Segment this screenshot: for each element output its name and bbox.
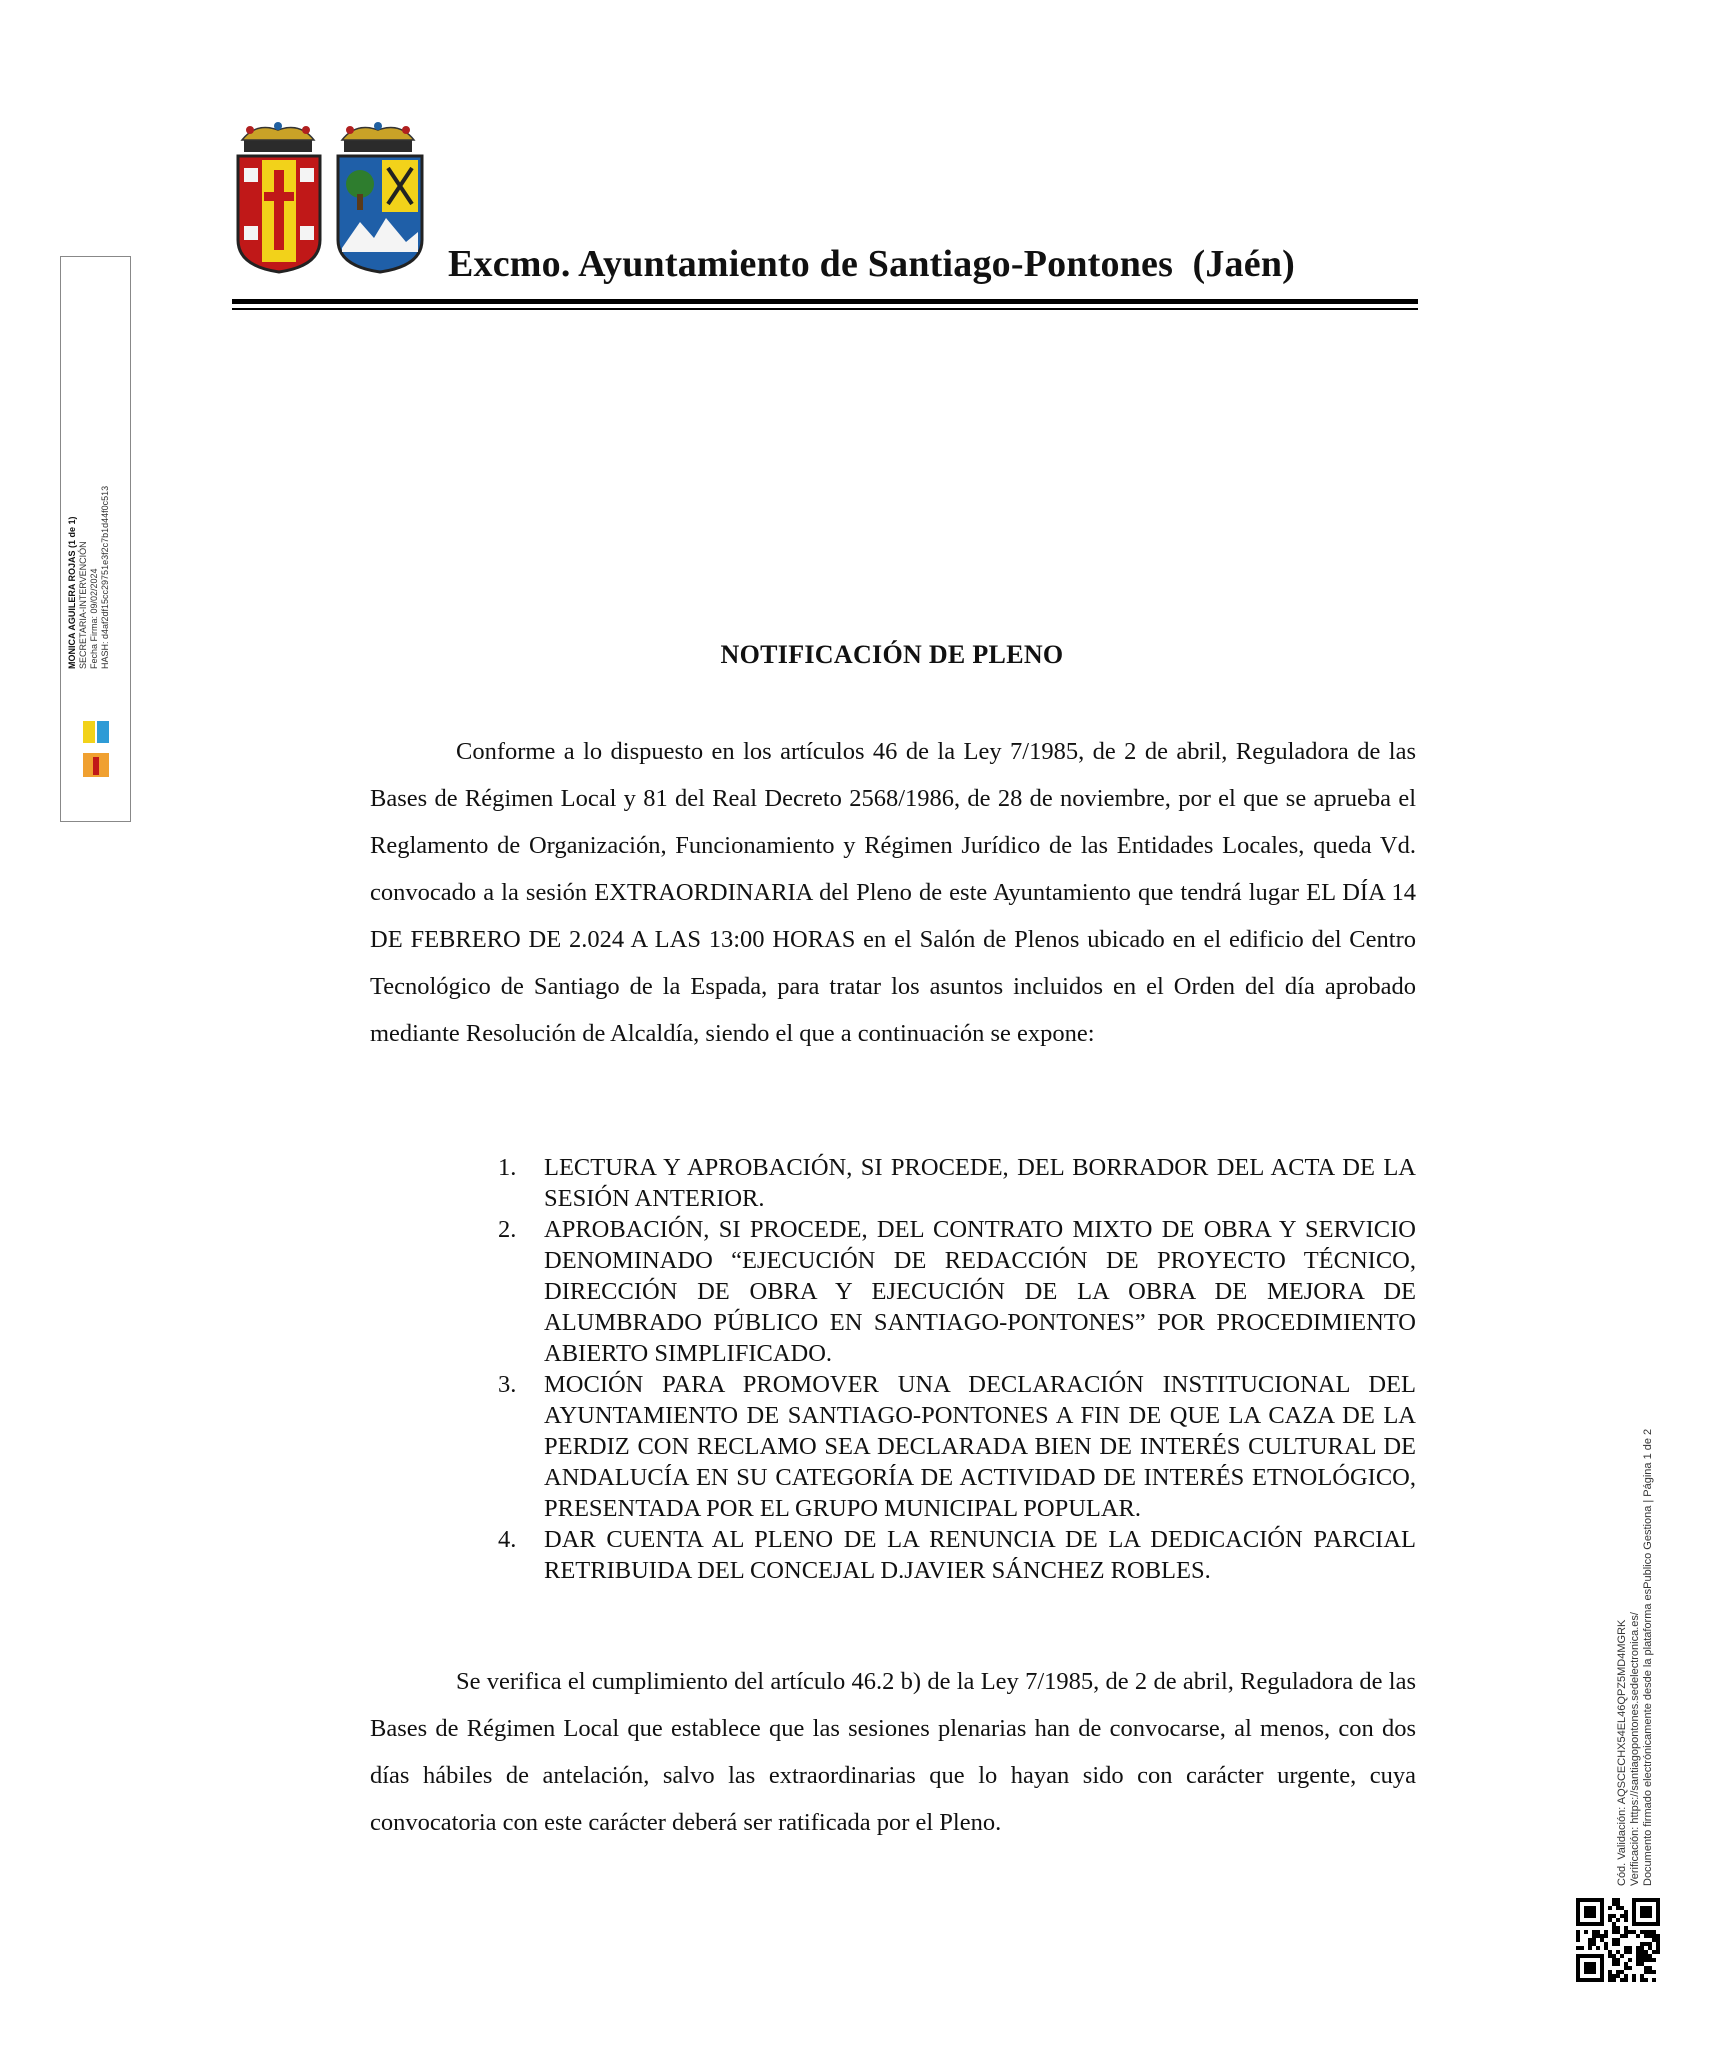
coats-of-arms-logo bbox=[236, 122, 426, 280]
agenda-item bbox=[498, 1369, 1416, 1524]
agenda-item-text: LECTURA Y APROBACIÓN, SI PROCEDE, DEL BORRADOR DEL ACTA DE LA SESIÓN ANTERIOR. bbox=[544, 1154, 1416, 1212]
signature-hash: HASH: d4af2df15cc29751e3f2c7b1d44f0c513 bbox=[100, 485, 110, 669]
seal-icon bbox=[81, 719, 111, 781]
verification-url[interactable]: Verificación: https://santiagopontones.sedelectronica.es/ bbox=[1629, 1612, 1641, 1886]
agenda-item-text: DAR CUENTA AL PLENO DE LA RENUNCIA DE LA DEDICACIÓN PARCIAL RETRIBUIDA DEL CONCEJAL D.JAVIER SÁNCHEZ ROBLES. bbox=[544, 1526, 1416, 1584]
validation-code: Cód. Validación: AQSCECHX54EL46QPZ5MD4MGRK bbox=[1616, 1619, 1628, 1886]
agenda-item-number: 3. bbox=[498, 1371, 517, 1398]
agenda-item-number: 4. bbox=[498, 1526, 517, 1553]
agenda-item bbox=[498, 1152, 1416, 1214]
header-title: Excmo. Ayuntamiento de Santiago-Pontones (Jaén) bbox=[448, 243, 1296, 285]
agenda-item bbox=[498, 1524, 1416, 1586]
crown-icon bbox=[342, 122, 414, 152]
signature-date: Fecha Firma: 09/02/2024 bbox=[89, 568, 99, 669]
verification-text bbox=[1616, 1429, 1655, 1886]
closing-paragraph: Se verifica el cumplimiento del artículo 46.2 b) de la Ley 7/1985, de 2 de abril, Reguladora de las Bases de Régimen Local que establece que las sesiones plenarias han de convocarse, al menos, con dos días hábiles de antelación, salvo las extraordinarias que lo hayan sido con carácter urgente, cuya convocatoria con este carácter deberá ser ratificada por el Pleno. bbox=[370, 1668, 1416, 1836]
agenda-item-text: MOCIÓN PARA PROMOVER UNA DECLARACIÓN INSTITUCIONAL DEL AYUNTAMIENTO DE SANTIAGO-PONTONES A FIN DE QUE LA CAZA DE LA PERDIZ CON RECLAMO SEA DECLARADA BIEN DE INTERÉS CULTURAL DE ANDALUCÍA EN SU CATEGORÍA DE ACTIVIDAD DE INTERÉS ETNOLÓGICO, PRESENTADA POR EL GRUPO MUNICIPAL POPULAR. bbox=[544, 1371, 1416, 1522]
signer-role: SECRETARIA-INTERVENCIÓN bbox=[78, 541, 88, 669]
agenda-item-text: APROBACIÓN, SI PROCEDE, DEL CONTRATO MIXTO DE OBRA Y SERVICIO DENOMINADO “EJECUCIÓN DE REDACCIÓN DE PROYECTO TÉCNICO, DIRECCIÓN DE OBRA Y EJECUCIÓN DE LA OBRA DE MEJORA DE ALUMBRADO PÚBLICO EN SANTIAGO-PONTONES” POR PROCEDIMIENTO ABIERTO SIMPLIFICADO. bbox=[544, 1216, 1416, 1367]
crown-icon bbox=[242, 122, 314, 152]
agenda-item bbox=[498, 1214, 1416, 1369]
signed-platform-note: Documento firmado electrónicamente desde la plataforma esPublico Gestiona | Página 1 de 2 bbox=[1642, 1428, 1654, 1886]
pontones-shield-icon bbox=[338, 156, 422, 272]
agenda-item-number: 1. bbox=[498, 1154, 517, 1181]
agenda-list bbox=[498, 1152, 1416, 1586]
qr-code-icon[interactable] bbox=[1576, 1898, 1660, 1982]
agenda-item-number: 2. bbox=[498, 1216, 517, 1243]
document-title: NOTIFICACIÓN DE PLENO bbox=[720, 640, 1064, 669]
header-rule bbox=[232, 308, 1418, 310]
signature-stamp bbox=[60, 256, 131, 822]
intro-paragraph: Conforme a lo dispuesto en los artículos 46 de la Ley 7/1985, de 2 de abril, Reguladora de las Bases de Régimen Local y 81 del Real Decreto 2568/1986, de 28 de noviembre, por el que se aprueba el Reglamento de Organización, Funcionamiento y Régimen Jurídico de las Entidades Locales, queda Vd. convocado a la sesión EXTRAORDINARIA del Pleno de este Ayuntamiento que tendrá lugar EL DÍA 14 DE FEBRERO DE 2.024 A LAS 13:00 HORAS en el Salón de Plenos ubicado en el edificio del Centro Tecnológico de Santiago de la Espada, para tratar los asuntos incluidos en el Orden del día aprobado mediante Resolución de Alcaldía, siendo el que a continuación se expone: bbox=[370, 738, 1416, 1047]
signer-name: MONICA AGUILERA ROJAS (1 de 1) bbox=[67, 516, 77, 669]
santiago-shield-icon bbox=[238, 156, 320, 272]
header-rule bbox=[232, 299, 1418, 304]
